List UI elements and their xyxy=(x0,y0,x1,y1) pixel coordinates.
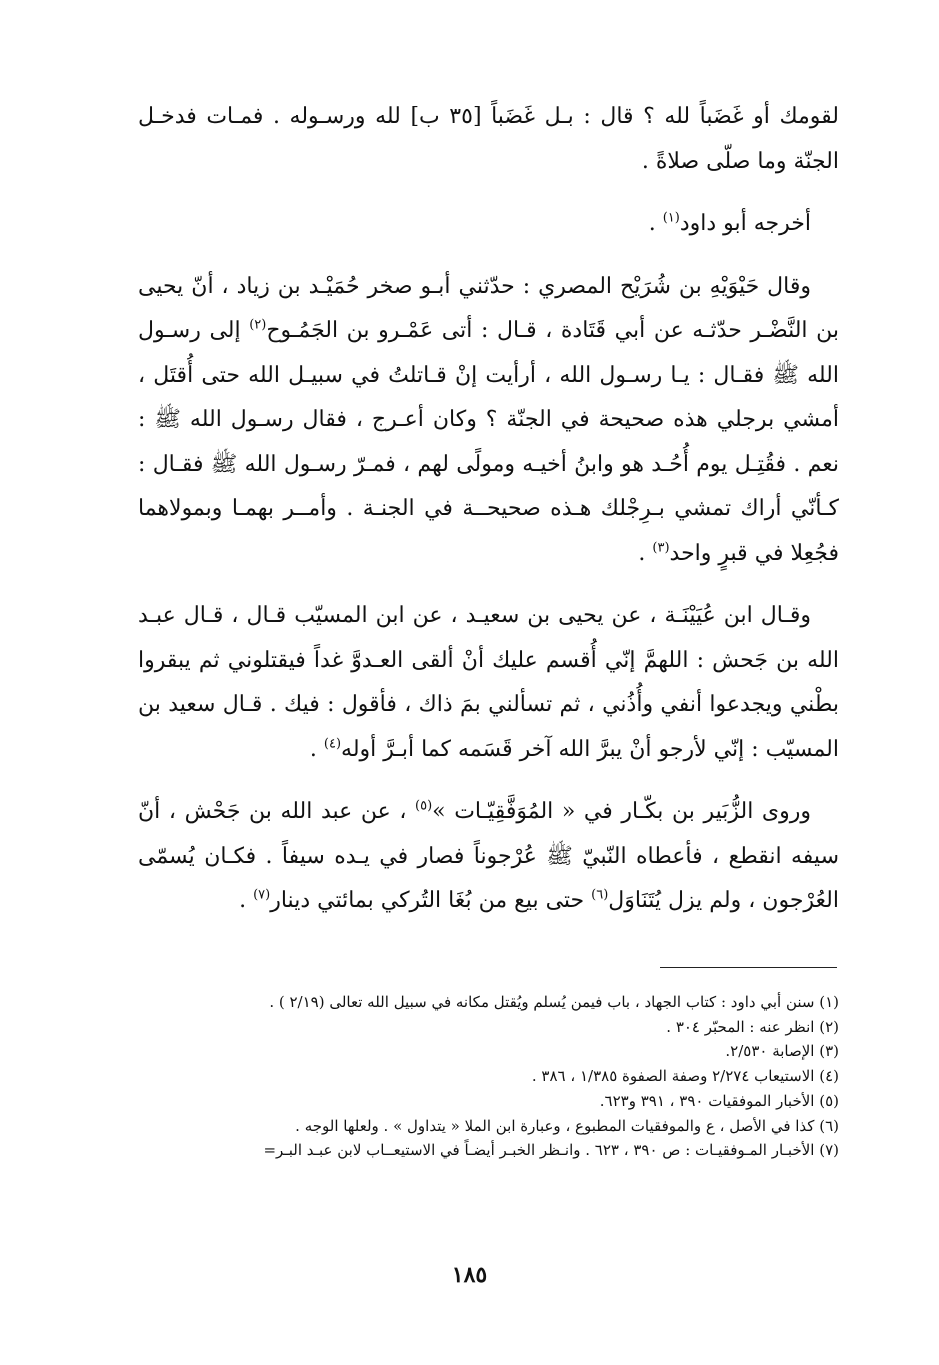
period: . xyxy=(239,888,247,913)
footnote-3: (٣) الإصابة ٢/٥٣٠. xyxy=(725,1042,839,1061)
text-line: الجنّة وما صلّى صلاةً . xyxy=(641,148,839,174)
footnote-ref[interactable]: (٤) xyxy=(323,736,342,752)
footnote-divider xyxy=(660,967,837,968)
paragraph-2 xyxy=(138,202,839,247)
text-line: إلى xyxy=(209,318,241,343)
text-line: أُقتَل ، أمشي برجلي هذه صحيحة في الجنّة ؟ وكان أعـرج ، فقال رسـول الله xyxy=(138,362,840,432)
period: . xyxy=(638,540,646,566)
text-line: رسـول الله ﷺ فقـال : يـا رسـول الله ، أرأيت إنْ قـاتلتُ في سبيـل الله حتى xyxy=(138,318,839,388)
footnote-5: (٥) الأخبار الموفقيات ٣٩٠ ، ٣٩١ و٦٢٣. xyxy=(599,1091,839,1110)
text-line: لقومك أو غَضَباً لله ؟ قال : بـل غَضَباً [٣٥ ب] لله ورسـوله . فمـات فدخـل xyxy=(138,104,839,129)
text-line: يحيى بن النَّضْـر حدّثـه عن أبي قَتَادة ، قـال : أتى عَمْـرو بن الجَمُـوح xyxy=(138,273,839,343)
footnote-ref[interactable]: (٧) xyxy=(253,887,271,903)
footnote-ref[interactable]: (٣) xyxy=(652,540,670,556)
text-line: ﷺ : نعم . فقُتِـل يوم أُحُـد هو وابنُ أخيـه ومولًى لهم ، فمـرّ رسـول الله ﷺ xyxy=(138,407,840,477)
text-line: عبـد الله بن جَحش : اللهمَّ إنّي أُقسم عليك أنْ ألقى العـدوَّ غداً فيقتلوني ثم xyxy=(138,603,839,673)
text-line: يبقروا بطْني ويجدعوا أنفي وأُذُني ، ثم تسألني بمَ ذاك ، فأقول : فيك . قـال xyxy=(138,647,839,717)
text-line: فقـال : كـأنّي أراك تمشي بـرِجْلك هـذه صحيحــة في الجنـة . وأمــر بهمـا xyxy=(138,451,839,521)
text-line: ، عن عبد الله بن جَحْش ، xyxy=(168,799,407,824)
text-line: وقال حَيْوَيْهِ بن شُرَيْح المصري : حدّثني أبـو صخر حُمَيْـد بن زياد ، أنّ xyxy=(191,273,811,299)
footnote-ref[interactable]: (٢) xyxy=(249,317,267,333)
period: . xyxy=(648,211,656,236)
footnote-ref[interactable]: (٥) xyxy=(415,798,433,814)
text-line: وروى الزُّبَير بن بكّـار في « المُوَفَّقِيّـات » xyxy=(432,799,811,824)
text-line: حتى بيع من بُغَا التُركي بمائتي دينار xyxy=(270,888,585,913)
footnotes xyxy=(138,990,839,1163)
page-number: ١٨٥ xyxy=(451,1262,488,1288)
footnote-ref[interactable]: (١) xyxy=(662,210,680,226)
period: . xyxy=(309,736,317,762)
main-text xyxy=(138,95,839,924)
footnote-1: (١) سنن أبي داود : كتاب الجهاد ، باب فيمن يُسلم ويُقتل مكانه في سبيل الله تعالى (٢/١٩ ) . xyxy=(269,993,839,1011)
paragraph-1 xyxy=(138,95,839,184)
text-line: أخرجه أبو داود xyxy=(679,211,811,236)
paragraph-4 xyxy=(138,594,839,772)
text-line: أنّ سيفه انقطع ، فأعطاه النّبيّ ﷺ عُرْجوناً فصار في يـده سيفاً . فكـان يُسمّى xyxy=(138,799,839,869)
footnote-6: (٦) كذا في الأصل ، ع والموفقيات المطبوع ، وعبارة ابن الملا « يتداول » . ولعلها الوجه . xyxy=(295,1116,839,1135)
footnote-4: (٤) الاستيعاب ٢/٢٧٤ وصفة الصفوة ١/٣٨٥ ، ٣٨٦ . xyxy=(531,1067,839,1086)
paragraph-3 xyxy=(138,265,839,577)
text-line: سعيد بن المسيّب : إنّي لأرجو أنْ يبرَّ الله آخر قَسَمه كما أبـرَّ أوله xyxy=(138,692,839,762)
footnote-2: (٢) انظر عنه : المحبّر ٣٠٤ . xyxy=(666,1017,839,1036)
text-line: العُرْجون ، ولم يزل يُتَنَاوَل xyxy=(608,888,839,913)
footnote-ref[interactable]: (٦) xyxy=(591,887,609,903)
text-line: وبمولاهما فجُعِلا في قبرٍ واحد xyxy=(138,496,839,566)
paragraph-5 xyxy=(138,790,839,924)
text-line: وقـال ابن عُيَيْنَـة ، عن يحيى بن سعيـد ، عن ابن المسيّب قـال ، قـال xyxy=(183,603,811,628)
footnote-7: (٧) الأخبـار المـوفقيـات : ص ٣٩٠ ، ٦٢٣ . وانـظر الخبـر أيضـاً في الاستيعــاب لابن عبـد البـر= xyxy=(263,1141,839,1160)
